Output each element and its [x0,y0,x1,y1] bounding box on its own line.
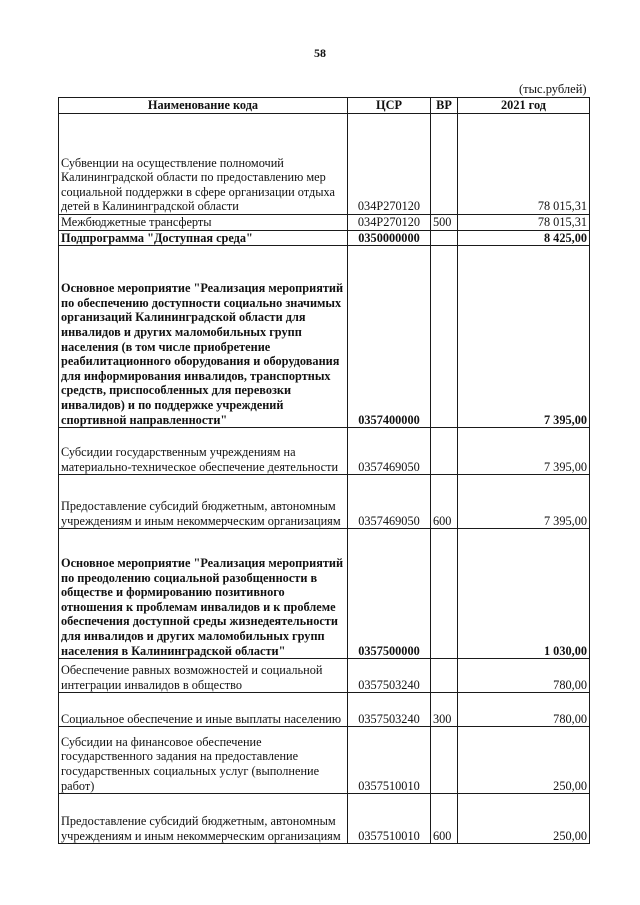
row-csr: 034P270120 [348,114,431,215]
table-row [59,659,590,693]
row-csr: 034P270120 [348,215,431,231]
row-csr: 0357469050 [348,428,431,475]
row-name: Обеспечение равных возможностей и социальной интеграции инвалидов в общество [59,659,348,693]
table-row [59,428,590,475]
row-csr: 0350000000 [348,230,431,246]
row-vr [431,659,458,693]
row-csr: 0357503240 [348,659,431,693]
row-vr [431,428,458,475]
row-vr [431,727,458,794]
row-vr [431,230,458,246]
header-name: Наименование кода [59,98,348,114]
row-amount: 7 395,00 [458,246,590,428]
row-vr [431,246,458,428]
table-row [59,693,590,727]
row-csr: 0357500000 [348,529,431,659]
row-name: Субсидии государственным учреждениям на материально-техническое обеспечение деятельности [59,428,348,475]
row-amount: 7 395,00 [458,428,590,475]
row-vr: 600 [431,794,458,844]
row-amount: 780,00 [458,693,590,727]
row-name: Основное мероприятие "Реализация мероприятий по обеспечению доступности социально значимых организаций Калининградской области для инвалидов и других маломобильных групп населения (в том числе приобретение реабилитационного оборудования и оборудования для информирования инвалидов, транспортных средств, приспособленных для перевозки инвалидов) и по поддержке учреждений спортивной направленности" [59,246,348,428]
row-amount: 780,00 [458,659,590,693]
budget-table [58,97,590,844]
row-csr: 0357510010 [348,727,431,794]
unit-label: (тыс.рублей) [519,82,587,96]
row-amount: 250,00 [458,794,590,844]
row-amount: 78 015,31 [458,215,590,231]
row-csr: 0357510010 [348,794,431,844]
table-row [59,794,590,844]
row-name: Социальное обеспечение и иные выплаты населению [59,693,348,727]
row-name: Предоставление субсидий бюджетным, автономным учреждениям и иным некоммерческим организациям [59,794,348,844]
header-csr: ЦСР [348,98,431,114]
row-vr: 500 [431,215,458,231]
header-amount: 2021 год [458,98,590,114]
row-csr: 0357400000 [348,246,431,428]
row-csr: 0357469050 [348,475,431,529]
page-number: 58 [314,46,326,60]
table-row [59,727,590,794]
table-row [59,529,590,659]
table-row [59,230,590,246]
table-row [59,114,590,215]
row-amount: 8 425,00 [458,230,590,246]
table-row [59,475,590,529]
row-name: Основное мероприятие "Реализация мероприятий по преодолению социальной разобщенности в обществе и формированию позитивного отношения к проблемам инвалидов и к проблеме обеспечения доступной среды жизнедеятельности для инвалидов и других маломобильных групп населения в Калининградской области" [59,529,348,659]
row-amount: 78 015,31 [458,114,590,215]
row-vr: 300 [431,693,458,727]
row-csr: 0357503240 [348,693,431,727]
header-row [59,98,590,114]
table-row [59,215,590,231]
header-vr: ВР [431,98,458,114]
row-vr [431,114,458,215]
row-name: Предоставление субсидий бюджетным, автономным учреждениям и иным некоммерческим организациям [59,475,348,529]
row-name: Межбюджетные трансферты [59,215,348,231]
row-amount: 7 395,00 [458,475,590,529]
row-name: Субвенции на осуществление полномочий Калининградской области по предоставлению мер социальной поддержки в сфере организации отдыха детей в Калининградской области [59,114,348,215]
row-vr: 600 [431,475,458,529]
row-name: Субсидии на финансовое обеспечение государственного задания на предоставление государственных социальных услуг (выполнение работ) [59,727,348,794]
row-vr [431,529,458,659]
table-row [59,246,590,428]
row-amount: 1 030,00 [458,529,590,659]
row-name: Подпрограмма "Доступная среда" [59,230,348,246]
row-amount: 250,00 [458,727,590,794]
